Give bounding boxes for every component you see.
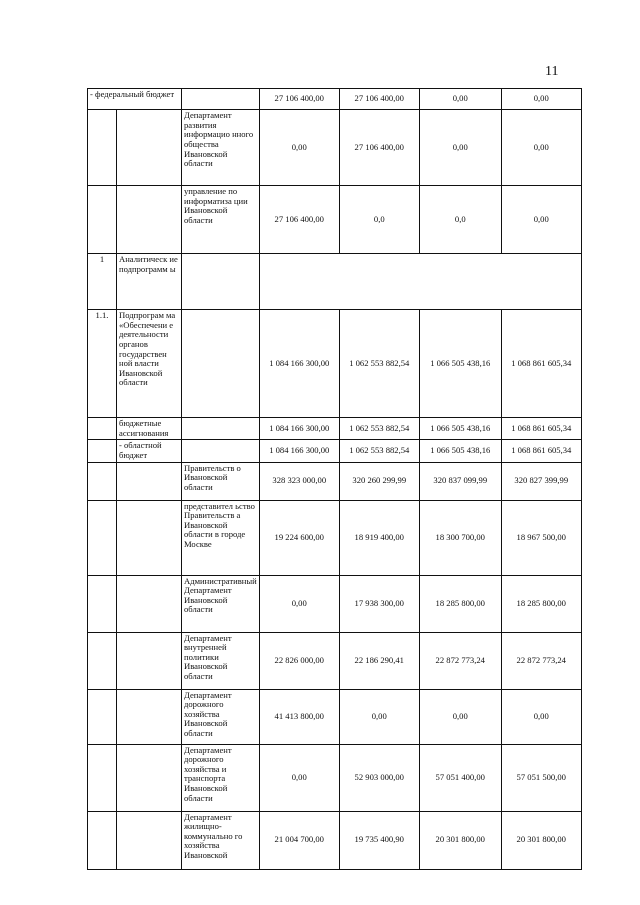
row-number-cell [88,418,117,440]
value-cell: 1 066 505 438,16 [419,418,501,440]
row-name-cell: - областной бюджет [117,440,182,462]
row-number-cell [88,110,117,186]
row-name-cell: - федеральный бюджет [88,89,182,110]
value-cell: 320 827 399,99 [501,462,581,500]
table-row [88,500,582,575]
row-executor-cell: Департамент дорожного хозяйства Ивановской области [182,689,260,744]
value-cell: 18 300 700,00 [419,500,501,575]
value-cell: 0,00 [501,186,581,254]
value-cell: 18 919 400,00 [339,500,419,575]
value-cell: 0,00 [501,110,581,186]
value-cell: 1 068 861 605,34 [501,440,581,462]
value-cell: 22 186 290,41 [339,632,419,689]
value-cell: 18 285 800,00 [419,575,501,632]
budget-table [87,88,582,870]
table-row [88,811,582,869]
table-row [88,440,582,462]
row-executor-cell [182,89,260,110]
table-row [88,744,582,811]
row-executor-cell: Департамент развития информацио нного общества Ивановской области [182,110,260,186]
value-cell: 0,00 [501,689,581,744]
table-row [88,110,582,186]
value-cell: 52 903 000,00 [339,744,419,811]
row-name-cell [117,462,182,500]
value-cell: 0,00 [501,89,581,110]
value-cell: 20 301 800,00 [501,811,581,869]
row-executor-cell [182,418,260,440]
row-name-cell [117,632,182,689]
row-executor-cell [182,254,260,310]
value-cell: 0,00 [339,689,419,744]
table-row [88,89,582,110]
row-number-cell [88,575,117,632]
table-row [88,310,582,418]
value-cell: 0,0 [339,186,419,254]
row-executor-cell [182,440,260,462]
value-cell: 57 051 500,00 [501,744,581,811]
row-executor-cell: представител ьство Правительств а Ивановской области в городе Москве [182,500,260,575]
value-cell: 22 826 000,00 [259,632,339,689]
value-cell: 0,0 [419,186,501,254]
value-cell: 22 872 773,24 [419,632,501,689]
row-number-cell [88,462,117,500]
value-cell: 1 084 166 300,00 [259,310,339,418]
value-cell: 1 084 166 300,00 [259,418,339,440]
value-cell: 20 301 800,00 [419,811,501,869]
row-executor-cell: Департамент внутренней политики Ивановской области [182,632,260,689]
table-row [88,575,582,632]
row-executor-cell: Административный Департамент Ивановской области [182,575,260,632]
value-cell: 57 051 400,00 [419,744,501,811]
value-cell: 0,00 [259,744,339,811]
table-row [88,418,582,440]
value-cell: 18 967 500,00 [501,500,581,575]
table-row [88,462,582,500]
value-cell: 27 106 400,00 [259,186,339,254]
row-name-cell: Подпрограм ма «Обеспечени е деятельности органов государствен ной власти Ивановской области [117,310,182,418]
row-number-cell [88,500,117,575]
row-name-cell: бюджетные ассигнования [117,418,182,440]
row-name-cell [117,186,182,254]
row-number-cell [88,689,117,744]
row-name-cell [117,744,182,811]
value-cell: 0,00 [419,689,501,744]
row-number-cell [88,632,117,689]
value-cell: 1 068 861 605,34 [501,418,581,440]
row-name-cell [117,575,182,632]
row-executor-cell: Правительств о Ивановской области [182,462,260,500]
value-cell: 1 062 553 882,54 [339,440,419,462]
value-cell [259,254,581,310]
value-cell: 1 066 505 438,16 [419,440,501,462]
value-cell: 320 260 299,99 [339,462,419,500]
row-number-cell [88,186,117,254]
value-cell: 19 735 400,90 [339,811,419,869]
row-name-cell [117,110,182,186]
row-name-cell [117,811,182,869]
value-cell: 17 938 300,00 [339,575,419,632]
value-cell: 27 106 400,00 [259,89,339,110]
row-number-cell [88,744,117,811]
value-cell: 22 872 773,24 [501,632,581,689]
table-row [88,689,582,744]
row-number-cell [88,440,117,462]
value-cell: 27 106 400,00 [339,89,419,110]
row-number-cell: 1 [88,254,117,310]
value-cell: 1 068 861 605,34 [501,310,581,418]
value-cell: 0,00 [419,110,501,186]
table-row [88,186,582,254]
row-executor-cell: управление по информатиза ции Ивановской области [182,186,260,254]
row-name-cell: Аналитическ ие подпрограмм ы [117,254,182,310]
value-cell: 0,00 [259,575,339,632]
value-cell: 18 285 800,00 [501,575,581,632]
value-cell: 1 062 553 882,54 [339,310,419,418]
value-cell: 1 062 553 882,54 [339,418,419,440]
table-row [88,254,582,310]
value-cell: 41 413 800,00 [259,689,339,744]
value-cell: 19 224 600,00 [259,500,339,575]
row-number-cell: 1.1. [88,310,117,418]
row-executor-cell: Департамент дорожного хозяйства и транспорта Ивановской области [182,744,260,811]
value-cell: 27 106 400,00 [339,110,419,186]
value-cell: 1 084 166 300,00 [259,440,339,462]
row-number-cell [88,811,117,869]
table-row [88,632,582,689]
value-cell: 0,00 [259,110,339,186]
value-cell: 320 837 099,99 [419,462,501,500]
value-cell: 21 004 700,00 [259,811,339,869]
value-cell: 0,00 [419,89,501,110]
row-executor-cell: Департамент жилищно-коммунально го хозяйства Ивановской [182,811,260,869]
value-cell: 1 066 505 438,16 [419,310,501,418]
row-executor-cell [182,310,260,418]
page-number: 11 [545,64,559,79]
value-cell: 328 323 000,00 [259,462,339,500]
row-name-cell [117,500,182,575]
row-name-cell [117,689,182,744]
